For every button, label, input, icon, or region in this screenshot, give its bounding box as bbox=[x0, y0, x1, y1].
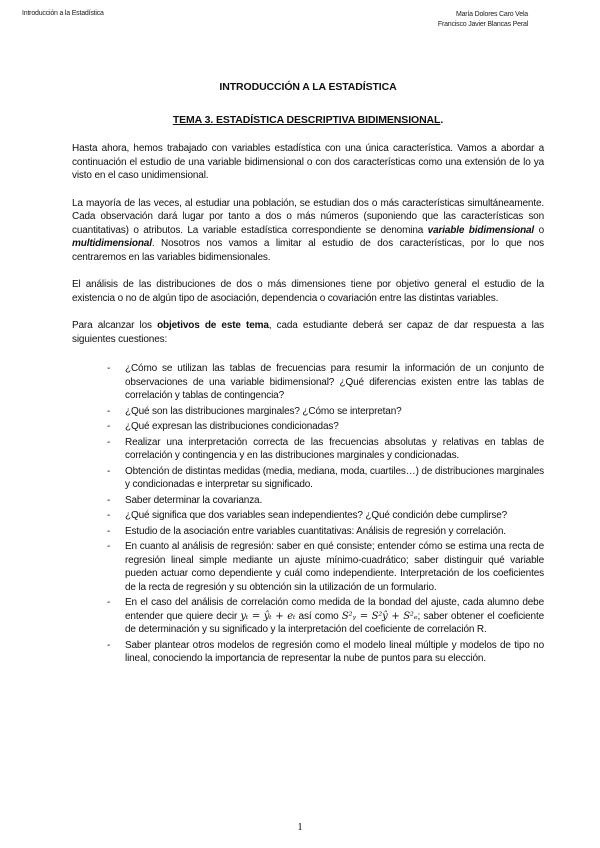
list-item bbox=[72, 362, 544, 403]
page-number: 1 bbox=[297, 821, 303, 833]
subtitle-period: . bbox=[440, 114, 444, 126]
term-objectives: objetivos de este tema bbox=[157, 320, 269, 331]
bullet-dash: - bbox=[107, 465, 111, 477]
page-body bbox=[72, 81, 544, 668]
bullet-dash: - bbox=[107, 421, 111, 432]
page-title: INTRODUCCIÓN A LA ESTADÍSTICA bbox=[219, 81, 397, 93]
paragraph-bidimensional bbox=[72, 197, 544, 265]
page-subtitle bbox=[72, 114, 544, 126]
bullet-dash: - bbox=[107, 541, 111, 552]
para2-text-e: . Nosotros nos vamos a limitar al estudio de dos características, por lo que nos centraremos en las variables bidimensionales. bbox=[72, 238, 544, 263]
term-bidimensional: variable bidimensional bbox=[427, 224, 535, 236]
list-item bbox=[72, 420, 544, 434]
list-item-text: Saber plantear otros modelos de regresión como el modelo lineal múltiple y modelos de tipo no lineal, conociendo la importancia de representar la nube de puntos para su elección. bbox=[125, 639, 544, 664]
list-item bbox=[72, 525, 544, 539]
list-item bbox=[72, 494, 544, 508]
para2-text-c: o bbox=[534, 224, 544, 236]
list-item-text: Estudio de la asociación entre variables cuantitativas: Análisis de regresión y correlación. bbox=[125, 525, 506, 537]
list-item-text: Obtención de distintas medidas (media, mediana, moda, cuartiles…) de distribuciones marginales y condicionadas e interpretar su significado. bbox=[125, 465, 544, 490]
header-author-1: María Dolores Caro Vela bbox=[455, 11, 528, 18]
bullet-dash: - bbox=[107, 436, 111, 448]
bullet-dash: - bbox=[107, 525, 111, 537]
subtitle-text: TEMA 3. ESTADÍSTICA DESCRIPTIVA BIDIMENSIONAL bbox=[172, 114, 441, 126]
paragraph-objectives bbox=[72, 319, 544, 346]
list-item-text: Saber determinar la covarianza. bbox=[125, 494, 263, 506]
bullet-dash: - bbox=[107, 363, 111, 374]
list-item-text: ¿Cómo se utilizan las tablas de frecuencias para resumir la información de un conjunto de observaciones de una variable bidimensional? ¿Qué diferencias existen entre las tablas de correlación y tablas de contingencia? bbox=[125, 363, 544, 401]
header-course-title: Introducción a la Estadística bbox=[22, 10, 104, 17]
corr-text-b: así como bbox=[295, 610, 342, 622]
questions-list bbox=[72, 362, 544, 666]
formula-model: yₜ = ŷₜ + eₜ bbox=[240, 610, 296, 622]
list-item-text: Realizar una interpretación correcta de las frecuencias absolutas y relativas en tablas de correlación y contingencia y en las distribuciones marginales y condicionadas. bbox=[125, 436, 544, 461]
list-item bbox=[72, 436, 544, 463]
list-item-text: ¿Qué expresan las distribuciones condicionadas? bbox=[125, 421, 339, 432]
list-item bbox=[72, 465, 544, 492]
bullet-dash: - bbox=[107, 494, 111, 506]
bullet-dash: - bbox=[107, 510, 111, 521]
list-item-text: ¿Qué significa que dos variables sean independientes? ¿Qué condición debe cumplirse? bbox=[125, 510, 508, 521]
list-item-correlation bbox=[72, 596, 544, 637]
corr-text-a: En el caso del análisis de correlación como medida de la bondad del ajuste, cada alumno debe entender que quiere decir bbox=[125, 597, 544, 622]
bullet-dash: - bbox=[107, 597, 111, 608]
list-item-text: En cuanto al análisis de regresión: saber en qué consiste; entender cómo se estima una recta de regresión lineal simple mediante un ajuste mínimo-cuadrático; saber distinguir qué variable pueden actuar como dependiente y cuál como independiente. Interpretación de los coeficientes de la recta de regresión y su obtención sin la utilización de un formulario. bbox=[125, 541, 544, 593]
list-item bbox=[72, 509, 544, 523]
list-item-text: ¿Qué son las distribuciones marginales? ¿Cómo se interpretan? bbox=[125, 405, 402, 417]
corr-text-c: ; saber obtener el coeficiente de determinación y su significado y la interpretación del coeficiente de correlación R. bbox=[125, 610, 544, 635]
header-author-2: Francisco Javier Blancas Peral bbox=[437, 21, 528, 28]
formula-variance: S²ᵧ = S²ŷ + S²ₑ bbox=[341, 610, 418, 622]
term-multidimensional: multidimensional bbox=[72, 238, 152, 249]
list-item bbox=[72, 405, 544, 419]
para4-text-c: , cada estudiante deberá ser capaz de dar respuesta a las siguientes cuestiones: bbox=[72, 320, 544, 345]
para4-text-a: Para alcanzar los bbox=[72, 320, 158, 331]
bullet-dash: - bbox=[107, 639, 111, 651]
list-item bbox=[72, 639, 544, 666]
list-item bbox=[72, 540, 544, 594]
para2-text-a: La mayoría de las veces, al estudiar una población, se estudian dos o más características simultáneamente. Cada observación dará lugar por tanto a dos o más números (suponiendo que las características son cuantitativas) o atributos. La variable estadística correspondiente se denomina bbox=[72, 197, 544, 236]
paragraph-analysis: El análisis de las distribuciones de dos o más dimensiones tiene por objetivo general el estudio de la existencia o no de algún tipo de asociación, dependencia o covariación entre las distintas variables. bbox=[72, 279, 544, 304]
header-authors bbox=[438, 10, 528, 30]
paragraph-intro: Hasta ahora, hemos trabajado con variables estadística con una única característica. Vamos a abordar a continuación el estudio de una variable bidimensional o con dos características como una extensión de lo ya visto en el caso unidimensional. bbox=[72, 143, 544, 181]
bullet-dash: - bbox=[107, 405, 111, 417]
